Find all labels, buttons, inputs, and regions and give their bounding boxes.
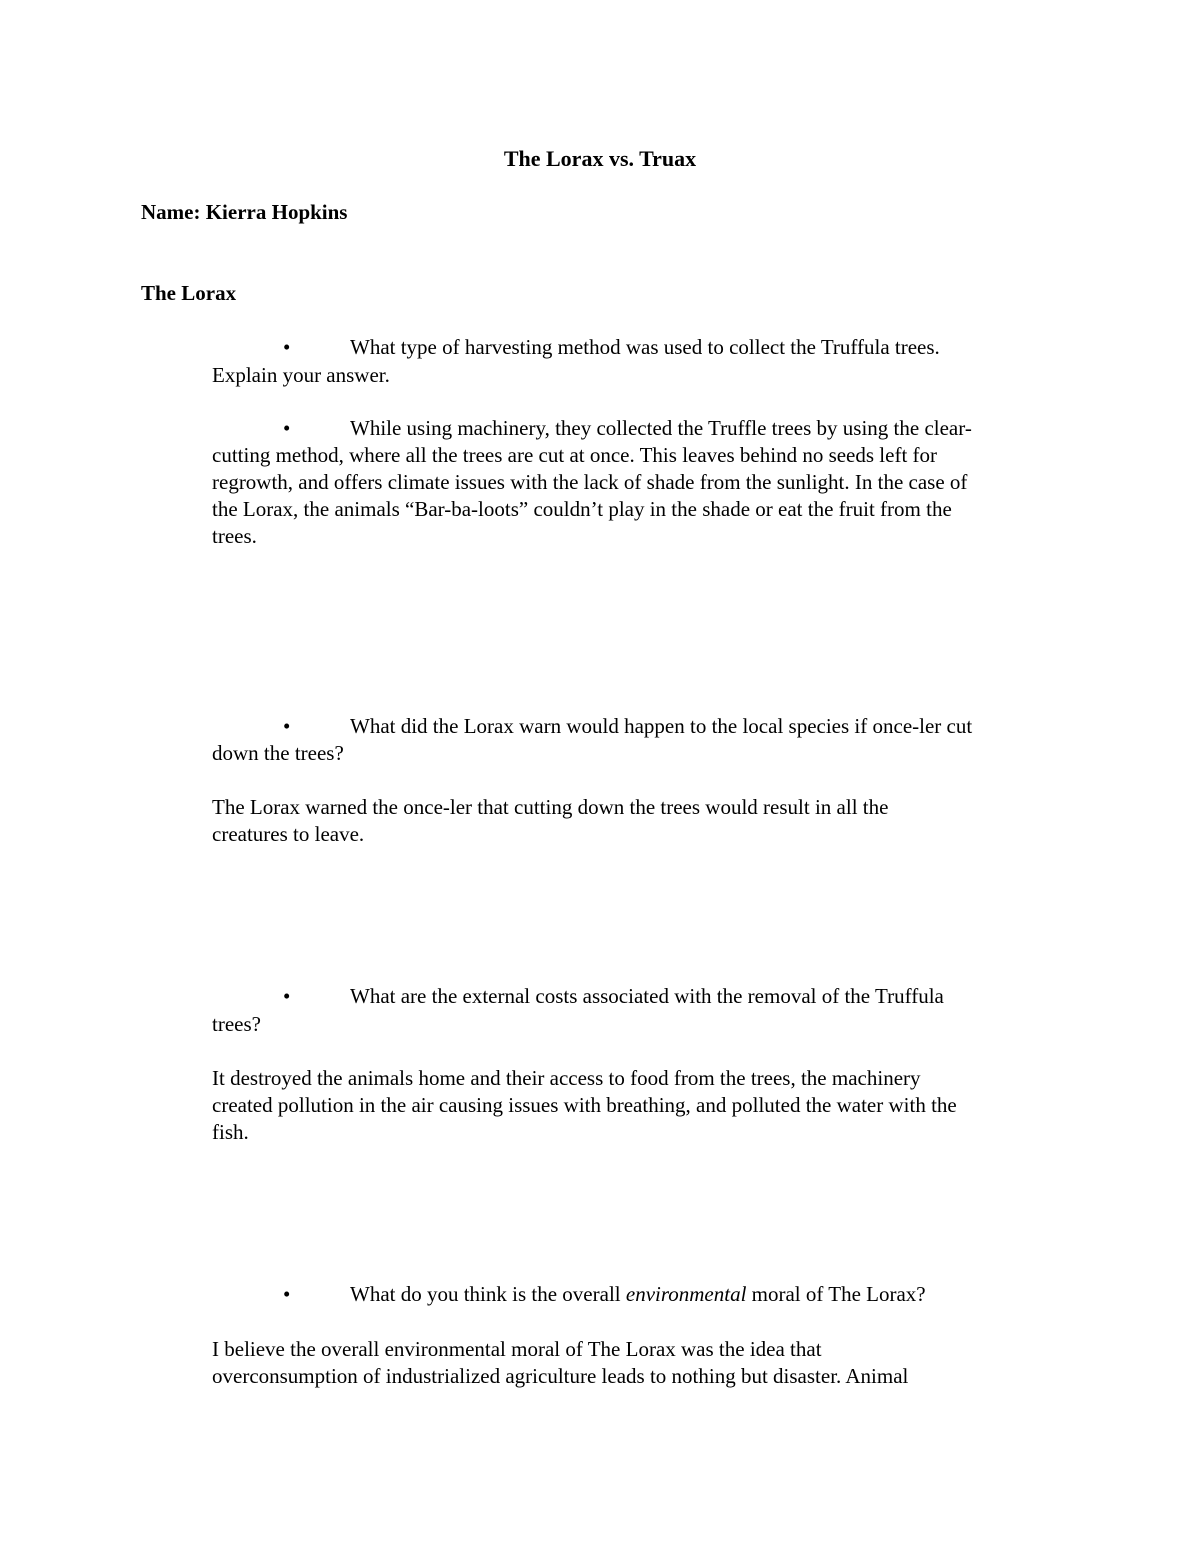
bullet-5: • (283, 1282, 291, 1306)
question-4-after: moral of The Lorax? (746, 1282, 926, 1306)
question-2-line-2: down the trees? (212, 741, 344, 765)
answer-1-line-5: trees. (212, 524, 257, 548)
question-2-line-1: What did the Lorax warn would happen to the local species if once-ler cut (350, 714, 973, 738)
answer-4-line-2: overconsumption of industrialized agriculture leads to nothing but disaster. Animal (212, 1364, 909, 1388)
question-1-line-1: What type of harvesting method was used to collect the Truffula trees. (350, 335, 940, 359)
question-3-line-1: What are the external costs associated with the removal of the Truffula (350, 984, 944, 1008)
answer-2-line-2: creatures to leave. (212, 822, 365, 846)
section-heading: The Lorax (141, 281, 237, 305)
bullet-1: • (283, 335, 291, 359)
answer-2-line-1: The Lorax warned the once-ler that cutting down the trees would result in all the (212, 795, 889, 819)
student-name: Name: Kierra Hopkins (141, 200, 348, 224)
question-4 (350, 1281, 926, 1308)
question-4-italic: environmental (625, 1282, 747, 1306)
answer-4-line-1: I believe the overall environmental moral of The Lorax was the idea that (212, 1337, 822, 1361)
answer-1-line-4: the Lorax, the animals “Bar-ba-loots” couldn’t play in the shade or eat the fruit from the (212, 497, 952, 521)
bullet-2: • (283, 416, 291, 440)
question-3-line-2: trees? (212, 1012, 261, 1036)
answer-1-line-1: While using machinery, they collected the Truffle trees by using the clear- (350, 416, 972, 440)
bullet-4: • (283, 984, 291, 1008)
answer-1-line-2: cutting method, where all the trees are cut at once. This leaves behind no seeds left for (212, 443, 938, 467)
answer-3-line-1: It destroyed the animals home and their access to food from the trees, the machinery (212, 1066, 921, 1090)
bullet-3: • (283, 714, 291, 738)
answer-3-line-3: fish. (212, 1120, 249, 1144)
question-4-before: What do you think is the overall (350, 1282, 626, 1306)
question-1-line-2: Explain your answer. (212, 363, 390, 387)
answer-3-line-2: created pollution in the air causing issues with breathing, and polluted the water with the (212, 1093, 957, 1117)
answer-1-line-3: regrowth, and offers climate issues with the lack of shade from the sunlight. In the case of (212, 470, 968, 494)
document-title: The Lorax vs. Truax (503, 146, 697, 171)
